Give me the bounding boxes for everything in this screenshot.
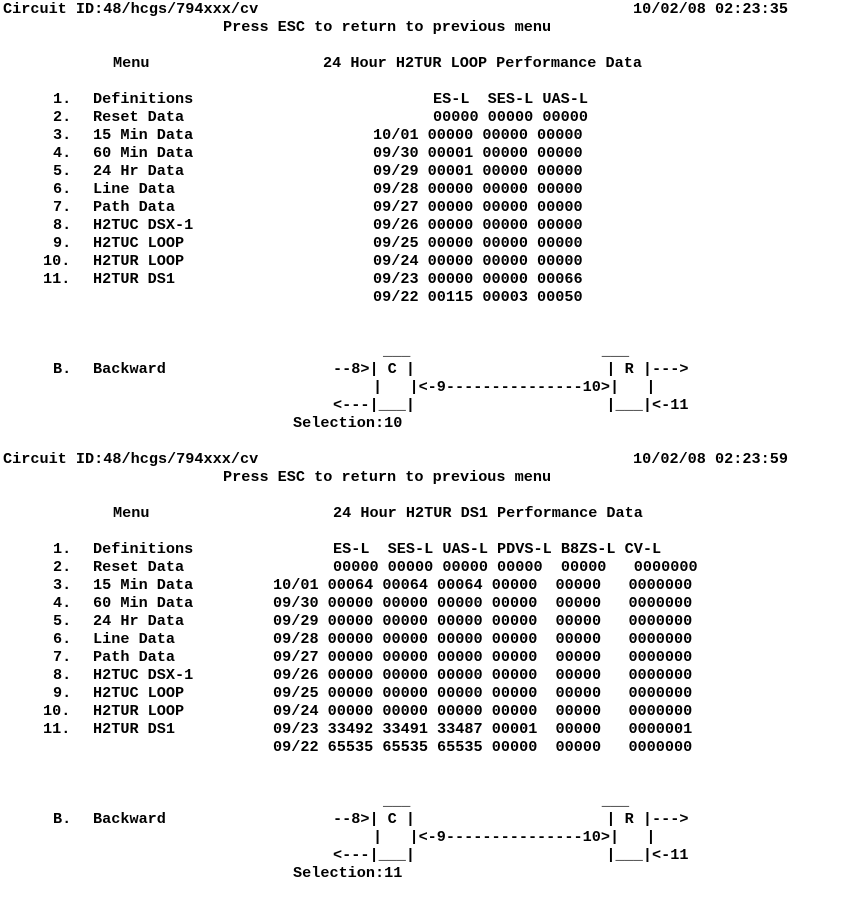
circuit-diagram-line: --8>| C | | R |---> bbox=[333, 810, 689, 828]
data-row: 09/30 00000 00000 00000 00000 00000 0000000 bbox=[273, 594, 693, 612]
menu-item-number: 3. bbox=[53, 576, 72, 594]
menu-item-number: 1. bbox=[53, 90, 72, 108]
menu-item-number: 1. bbox=[53, 540, 72, 558]
data-row: 09/23 33492 33491 33487 00001 00000 0000001 bbox=[273, 720, 693, 738]
timestamp: 10/02/08 02:23:35 bbox=[633, 0, 788, 18]
menu-heading: Menu bbox=[113, 504, 150, 522]
data-row: 09/24 00000 00000 00000 00000 00000 0000000 bbox=[273, 702, 693, 720]
menu-item[interactable]: Path Data bbox=[93, 648, 176, 666]
data-row: 10/01 00000 00000 00000 bbox=[373, 126, 583, 144]
circuit-diagram-line: <---|___| |___|<-11 bbox=[333, 846, 689, 864]
circuit-diagram-line: | |<-9---------------10>| | bbox=[373, 378, 656, 396]
menu-item[interactable]: H2TUC LOOP bbox=[93, 234, 185, 252]
menu-item[interactable]: 15 Min Data bbox=[93, 126, 194, 144]
menu-item-number: 5. bbox=[53, 612, 72, 630]
esc-hint: Press ESC to return to previous menu bbox=[223, 18, 552, 36]
backward-key: B. bbox=[53, 810, 72, 828]
data-row: 09/29 00000 00000 00000 00000 00000 0000000 bbox=[273, 612, 693, 630]
selection-label: Selection: bbox=[293, 414, 385, 432]
menu-item[interactable]: Definitions bbox=[93, 90, 194, 108]
data-row: 09/26 00000 00000 00000 00000 00000 0000000 bbox=[273, 666, 693, 684]
performance-screen-2 bbox=[0, 450, 852, 900]
data-row: 09/25 00000 00000 00000 bbox=[373, 234, 583, 252]
selection-input[interactable]: 11 bbox=[384, 864, 403, 882]
report-title: 24 Hour H2TUR LOOP Performance Data bbox=[323, 54, 642, 72]
menu-item[interactable]: Line Data bbox=[93, 180, 176, 198]
menu-item-number: 6. bbox=[53, 630, 72, 648]
timestamp: 10/02/08 02:23:59 bbox=[633, 450, 788, 468]
column-headers: ES-L SES-L UAS-L bbox=[433, 90, 588, 108]
menu-item[interactable]: 60 Min Data bbox=[93, 594, 194, 612]
menu-item[interactable]: H2TUC LOOP bbox=[93, 684, 185, 702]
data-row: 09/28 00000 00000 00000 00000 00000 0000000 bbox=[273, 630, 693, 648]
menu-item[interactable]: H2TUR LOOP bbox=[93, 702, 185, 720]
menu-item[interactable]: 60 Min Data bbox=[93, 144, 194, 162]
menu-item-number: 10. bbox=[43, 702, 71, 720]
menu-item-number: 8. bbox=[53, 216, 72, 234]
backward-menu-item[interactable]: Backward bbox=[93, 360, 166, 378]
data-row: 00000 00000 00000 00000 00000 0000000 bbox=[333, 558, 698, 576]
circuit-diagram-line: --8>| C | | R |---> bbox=[333, 360, 689, 378]
menu-item-number: 7. bbox=[53, 648, 72, 666]
menu-item[interactable]: Definitions bbox=[93, 540, 194, 558]
selection-prompt[interactable] bbox=[293, 414, 402, 432]
esc-hint: Press ESC to return to previous menu bbox=[223, 468, 552, 486]
data-row: 09/25 00000 00000 00000 00000 00000 0000000 bbox=[273, 684, 693, 702]
menu-item[interactable]: 24 Hr Data bbox=[93, 162, 185, 180]
menu-item-number: 2. bbox=[53, 108, 72, 126]
menu-item-number: 11. bbox=[43, 720, 71, 738]
menu-item[interactable]: H2TUR LOOP bbox=[93, 252, 185, 270]
data-row: 10/01 00064 00064 00064 00000 00000 0000000 bbox=[273, 576, 693, 594]
menu-item[interactable]: Line Data bbox=[93, 630, 176, 648]
menu-item-number: 3. bbox=[53, 126, 72, 144]
data-row: 09/26 00000 00000 00000 bbox=[373, 216, 583, 234]
selection-label: Selection: bbox=[293, 864, 385, 882]
menu-item[interactable]: Reset Data bbox=[93, 108, 185, 126]
menu-item-number: 9. bbox=[53, 684, 72, 702]
menu-item[interactable]: Path Data bbox=[93, 198, 176, 216]
menu-item-number: 5. bbox=[53, 162, 72, 180]
menu-item[interactable]: H2TUC DSX-1 bbox=[93, 216, 194, 234]
menu-item-number: 7. bbox=[53, 198, 72, 216]
selection-input[interactable]: 10 bbox=[384, 414, 403, 432]
data-row: 09/28 00000 00000 00000 bbox=[373, 180, 583, 198]
data-row: 09/23 00000 00000 00066 bbox=[373, 270, 583, 288]
data-row: 00000 00000 00000 bbox=[433, 108, 588, 126]
menu-item[interactable]: 15 Min Data bbox=[93, 576, 194, 594]
menu-item[interactable]: H2TUR DS1 bbox=[93, 720, 176, 738]
circuit-diagram-line: | |<-9---------------10>| | bbox=[373, 828, 656, 846]
menu-item-number: 6. bbox=[53, 180, 72, 198]
circuit-id: Circuit ID:48/hcgs/794xxx/cv bbox=[3, 450, 259, 468]
menu-item-number: 9. bbox=[53, 234, 72, 252]
data-row: 09/22 00115 00003 00050 bbox=[373, 288, 583, 306]
circuit-diagram-line: <---|___| |___|<-11 bbox=[333, 396, 689, 414]
circuit-diagram-line: ___ ___ bbox=[383, 792, 630, 810]
data-row: 09/30 00001 00000 00000 bbox=[373, 144, 583, 162]
menu-item[interactable]: H2TUC DSX-1 bbox=[93, 666, 194, 684]
menu-heading: Menu bbox=[113, 54, 150, 72]
menu-item-number: 2. bbox=[53, 558, 72, 576]
menu-item-number: 10. bbox=[43, 252, 71, 270]
menu-item-number: 4. bbox=[53, 144, 72, 162]
menu-item-number: 8. bbox=[53, 666, 72, 684]
circuit-diagram-line: ___ ___ bbox=[383, 342, 630, 360]
circuit-id: Circuit ID:48/hcgs/794xxx/cv bbox=[3, 0, 259, 18]
selection-prompt[interactable] bbox=[293, 864, 402, 882]
data-row: 09/27 00000 00000 00000 bbox=[373, 198, 583, 216]
backward-menu-item[interactable]: Backward bbox=[93, 810, 166, 828]
menu-item-number: 11. bbox=[43, 270, 71, 288]
menu-item[interactable]: Reset Data bbox=[93, 558, 185, 576]
data-row: 09/27 00000 00000 00000 00000 00000 0000000 bbox=[273, 648, 693, 666]
data-row: 09/22 65535 65535 65535 00000 00000 0000000 bbox=[273, 738, 693, 756]
menu-item-number: 4. bbox=[53, 594, 72, 612]
column-headers: ES-L SES-L UAS-L PDVS-L B8ZS-L CV-L bbox=[333, 540, 662, 558]
data-row: 09/24 00000 00000 00000 bbox=[373, 252, 583, 270]
menu-item[interactable]: 24 Hr Data bbox=[93, 612, 185, 630]
backward-key: B. bbox=[53, 360, 72, 378]
report-title: 24 Hour H2TUR DS1 Performance Data bbox=[333, 504, 643, 522]
menu-item[interactable]: H2TUR DS1 bbox=[93, 270, 176, 288]
data-row: 09/29 00001 00000 00000 bbox=[373, 162, 583, 180]
